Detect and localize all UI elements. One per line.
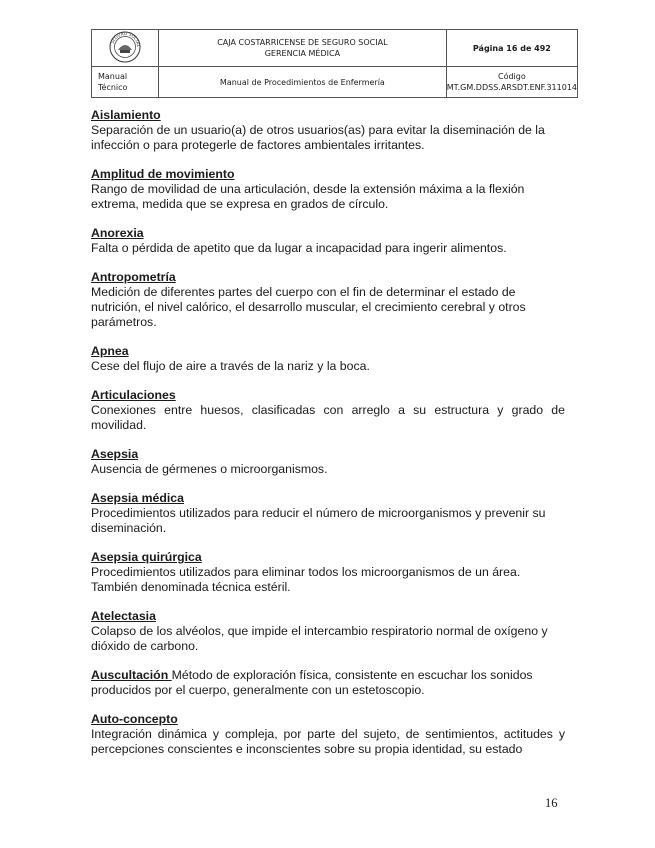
entry-definition: Cese del flujo de aire a través de la nariz y la boca. [91, 359, 370, 373]
glossary-entry [91, 447, 565, 477]
entry-term: Auscultación [91, 668, 172, 682]
entry-term: Aislamiento [91, 108, 161, 122]
entry-term: Asepsia quirúrgica [91, 550, 202, 564]
page-label: Página 16 de 492 [472, 43, 551, 53]
entry-definition: Falta o pérdida de apetito que da lugar a incapacidad para ingerir alimentos. [91, 241, 507, 255]
logo-cell [92, 30, 159, 67]
document-header [91, 29, 578, 98]
entry-term: Asepsia médica [91, 491, 184, 505]
doc-title: Manual de Procedimientos de Enfermería [159, 67, 447, 98]
doc-type [92, 67, 159, 98]
entry-definition: Colapso de los alvéolos, que impide el intercambio respiratorio normal de oxígeno y dióxido de carbono. [91, 624, 548, 653]
entry-definition: Medición de diferentes partes del cuerpo con el fin de determinar el estado de nutrición, el nivel calórico, el desarrollo muscular, el crecimiento cerebral y otros parámetros. [91, 285, 526, 329]
code-label: Código [498, 72, 526, 81]
entry-definition: Procedimientos utilizados para reducir el número de microorganismos y prevenir su diseminación. [91, 506, 546, 535]
entry-term: Apnea [91, 344, 129, 358]
glossary-entry [91, 226, 565, 256]
entry-term: Anorexia [91, 226, 144, 240]
page-indicator [446, 30, 577, 67]
code-value: MT.GM.DDSS.ARSDT.ENF.311014 [446, 83, 577, 92]
doc-type-line-2: Técnico [98, 83, 128, 92]
org-line-1: CAJA COSTARRICENSE DE SEGURO SOCIAL [217, 38, 388, 47]
glossary-entry [91, 108, 565, 153]
page-number: 16 [545, 796, 558, 810]
ccss-seal-icon [109, 31, 141, 63]
glossary-entry [91, 609, 565, 654]
entry-definition: Integración dinámica y compleja, por parte del sujeto, de sentimientos, actitudes y percepciones conscientes e inconscientes sobre su propia identidad, su estado [91, 727, 565, 756]
entry-definition: Método de exploración física, consistente en escuchar los sonidos producidos por el cuerpo, generalmente con un estetoscopio. [91, 668, 533, 697]
organization-name [159, 30, 447, 67]
glossary-entry [91, 491, 565, 536]
doc-type-line-1: Manual [98, 72, 128, 81]
entry-term: Auto-concepto [91, 712, 178, 726]
glossary-entry [91, 270, 565, 330]
doc-code [446, 67, 577, 98]
entry-definition: Separación de un usuario(a) de otros usuarios(as) para evitar la diseminación de la infección o para protegerle de factores ambientales irritantes. [91, 123, 545, 152]
entry-definition: Procedimientos utilizados para eliminar todos los microorganismos de un área. También denominada técnica estéril. [91, 565, 521, 594]
glossary-entry [91, 712, 565, 757]
glossary-entry [91, 167, 565, 212]
glossary-entry [91, 550, 565, 595]
org-line-2: GERENCIA MÉDICA [264, 49, 341, 58]
glossary [91, 108, 565, 771]
entry-definition: Rango de movilidad de una articulación, desde la extensión máxima a la flexión extrema, medida que se expresa en grados de círculo. [91, 182, 525, 211]
entry-term: Articulaciones [91, 388, 176, 402]
entry-term: Amplitud de movimiento [91, 167, 235, 181]
entry-term: Atelectasia [91, 609, 156, 623]
entry-term: Asepsia [91, 447, 139, 461]
seal-text: SEGURO SOCIAL [109, 30, 141, 47]
glossary-entry [91, 388, 565, 433]
entry-definition: Ausencia de gérmenes o microorganismos. [91, 462, 328, 476]
glossary-entry [91, 344, 565, 374]
entry-definition: Conexiones entre huesos, clasificadas con arreglo a su estructura y grado de movilidad. [91, 403, 565, 432]
entry-term: Antropometría [91, 270, 176, 284]
glossary-entry [91, 668, 565, 698]
